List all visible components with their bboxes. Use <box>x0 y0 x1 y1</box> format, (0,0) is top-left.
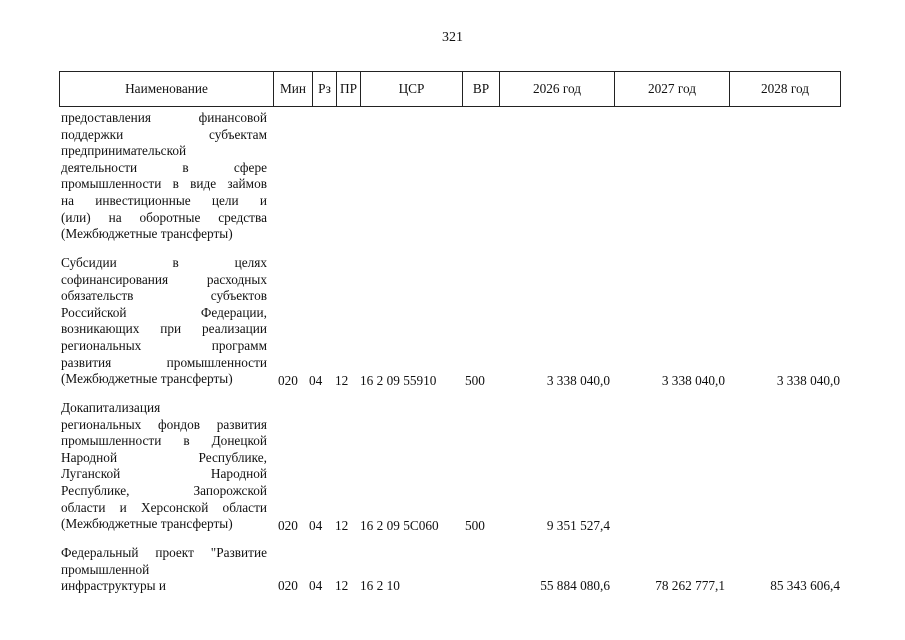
row-3-name <box>61 545 267 595</box>
header-rz: Рз <box>312 72 336 106</box>
name-line: Народной Республике, <box>61 449 267 465</box>
name-line: развития промышленности <box>61 354 267 370</box>
row-1-vr: 500 <box>465 373 485 388</box>
header-2027: 2027 год <box>614 72 729 106</box>
name-line: Докапитализация <box>61 400 161 415</box>
name-line: на инвестиционные цели и <box>61 192 267 208</box>
name-line: Республике, Запорожской <box>61 482 267 498</box>
header-vr: ВР <box>462 72 499 106</box>
header-2028: 2028 год <box>729 72 840 106</box>
table-header <box>59 71 841 107</box>
name-line: региональных программ <box>61 337 267 353</box>
row-3-csr: 16 2 10 <box>360 578 400 593</box>
name-line: области и Херсонской области <box>61 499 267 515</box>
name-line: Российской Федерации, <box>61 304 267 320</box>
name-line: промышленной <box>61 561 150 577</box>
row-1-2026: 3 338 040,0 <box>546 373 610 388</box>
name-line: (Межбюджетные трансферты) <box>61 226 233 242</box>
name-line: поддержки субъектам <box>61 126 267 142</box>
row-1-2027: 3 338 040,0 <box>661 373 725 388</box>
row-3-rz: 04 <box>309 578 323 593</box>
row-1-name <box>61 255 267 388</box>
row-1-pr: 12 <box>335 373 349 388</box>
name-line: промышленности в Донецкой <box>61 433 267 449</box>
name-line: (или) на оборотные средства <box>61 209 267 225</box>
row-3-2028: 85 343 606,4 <box>770 578 840 593</box>
row-1-rz: 04 <box>309 373 323 388</box>
header-csr: ЦСР <box>360 72 462 106</box>
name-line: (Межбюджетные трансферты) <box>61 371 233 387</box>
row-2-vr: 500 <box>465 518 485 533</box>
row-3-2027: 78 262 777,1 <box>655 578 725 593</box>
name-line: обязательств субъектов <box>61 288 267 304</box>
row-1-min: 020 <box>278 373 298 388</box>
row-2-name <box>61 400 267 533</box>
row-3-min: 020 <box>278 578 298 593</box>
row-2-2026: 9 351 527,4 <box>546 518 610 533</box>
name-line: деятельности в сфере <box>61 159 267 175</box>
name-line: (Межбюджетные трансферты) <box>61 516 233 532</box>
header-name: Наименование <box>125 81 208 96</box>
header-min: Мин <box>273 72 312 106</box>
header-2026: 2026 год <box>499 72 614 106</box>
name-line: Субсидии в целях <box>61 255 267 270</box>
name-line: предоставления финансовой <box>61 110 267 125</box>
header-pr: ПР <box>336 72 360 106</box>
row-2-min: 020 <box>278 518 298 533</box>
name-line: региональных фондов развития <box>61 416 267 432</box>
row-2-csr: 16 2 09 5С060 <box>360 518 439 533</box>
row-1-csr: 16 2 09 55910 <box>360 373 437 388</box>
name-line: возникающих при реализации <box>61 321 267 337</box>
name-line: софинансирования расходных <box>61 271 267 287</box>
name-line: инфраструктуры и <box>61 578 166 594</box>
name-line: Федеральный проект "Развитие <box>61 545 267 560</box>
row-3-pr: 12 <box>335 578 349 593</box>
row-1-2028: 3 338 040,0 <box>776 373 840 388</box>
row-3-2026: 55 884 080,6 <box>540 578 610 593</box>
name-line: промышленности в виде займов <box>61 176 267 192</box>
name-line: предпринимательской <box>61 143 187 159</box>
row-2-rz: 04 <box>309 518 323 533</box>
row-2-pr: 12 <box>335 518 349 533</box>
row-0-name <box>61 110 267 243</box>
page-number: 321 <box>442 30 463 45</box>
name-line: Луганской Народной <box>61 466 267 482</box>
